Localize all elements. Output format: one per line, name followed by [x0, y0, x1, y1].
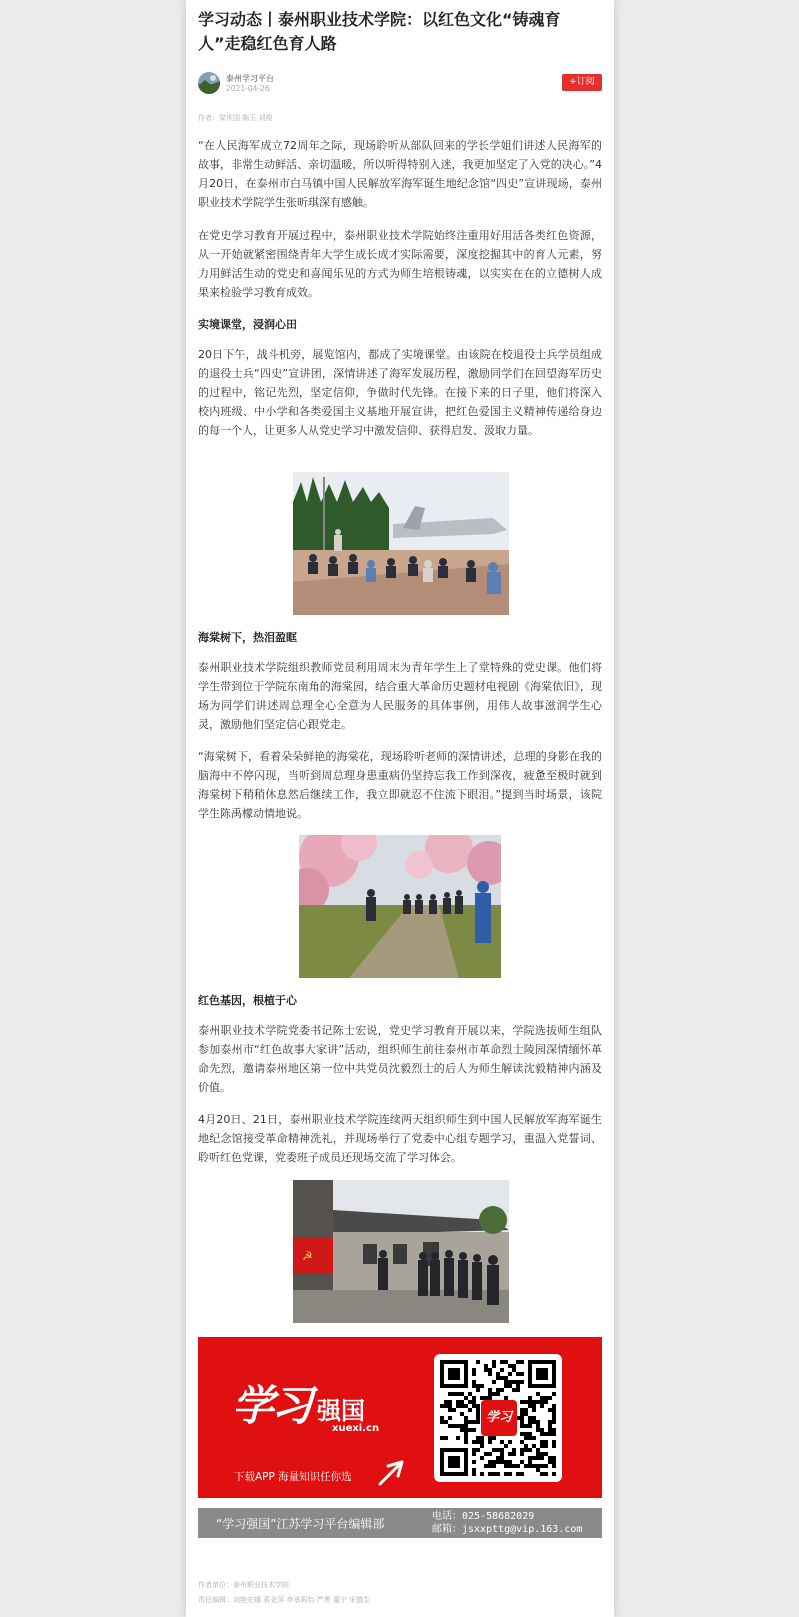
paragraph: 泰州职业技术学院组织教师党员利用周末为青年学生上了堂特殊的党史课。他们将学生带到位于学院东南角的海棠园，结合重大革命历史题材电视剧《海棠依旧》，现场为同学们讲述周总理全心全意为人民服务的具体事例，用伟人故事滋润学生心灵，激励他们坚定信心跟党走。: [198, 661, 602, 731]
arrow-cursor-icon: [376, 1458, 408, 1488]
party-flag-icon: [293, 1238, 333, 1274]
xuexi-logo-text: 强国: [317, 1397, 365, 1425]
section-heading: 红色基因，根植于心: [198, 994, 297, 1007]
author-line: 作者：梁庆国 陈玉 刘俊: [198, 114, 273, 122]
paragraph: 泰州职业技术学院党委书记陈士宏说，党史学习教育开展以来，学院选拔师生组队参加泰州市“红色故事大家讲”活动，组织师生前往泰州市革命烈士陵园深情缅怀革命先烈，邀请泰州地区第一位中共党员沈毅烈士的后人为师生解读沈毅精神内涵及价值。: [198, 1024, 602, 1094]
paragraph: “在人民海军成立72周年之际，现场聆听从部队回来的学长学姐们讲述人民海军的故事，非常生动鲜活、亲切温暖，所以听得特别入迷，我更加坚定了入党的决心。”4月20日，在泰州市白马镇中国人民解放军海军诞生地纪念馆“四史”宣讲现场，泰州职业技术学院学生张昕琪深有感触。: [198, 139, 602, 209]
avatar-icon: [198, 72, 220, 94]
section-heading: 海棠树下，热泪盈眶: [198, 631, 297, 644]
download-app-text: 下载APP 海量知识任你选: [234, 1471, 352, 1483]
article-title: 学习动态丨泰州职业技术学院：以红色文化“铸魂育人”走稳红色育人路: [198, 10, 561, 53]
xuexi-url: xuexi.cn: [332, 1423, 380, 1434]
photo-oath-ceremony: [293, 1180, 509, 1323]
article-page: [186, 0, 614, 1617]
office-name: “学习强国”江苏学习平台编辑部: [216, 1517, 385, 1531]
responsible-editors: 责任编辑：刘艳宏娜 蒋业萍 李承莉怡 严勇 董宁 宋德生: [198, 1596, 371, 1604]
xuexi-app-banner[interactable]: [198, 1337, 602, 1498]
paragraph: “海棠树下，看着朵朵鲜艳的海棠花，现场聆听老师的深情讲述，总理的身影在我的脑海中不停闪现，当听到周总理身患重病仍坚持忘我工作到深夜，疲惫至极时就到海棠树下稍稍休息然后继续工作，我立即就忍不住流下眼泪。”提到当时场景，该院学生陈禹檬动情地说。: [198, 750, 602, 820]
office-phone: 电话：025-58682029: [432, 1511, 535, 1522]
qr-center-logo: 学习: [481, 1400, 517, 1436]
source-name[interactable]: 泰州学习平台: [226, 74, 274, 83]
section-heading: 实境课堂，浸润心田: [198, 318, 297, 331]
qr-code[interactable]: [434, 1354, 562, 1482]
photo-jet-lecture: [293, 472, 509, 615]
avatar[interactable]: [198, 72, 220, 94]
paragraph: 4月20日、21日，泰州职业技术学院连续两天组织师生到中国人民解放军海军诞生地纪念馆接受革命精神洗礼，并现场举行了党委中心组专题学习，重温入党誓词、聆听红色党课，党委班子成员还现场交流了学习体会。: [198, 1113, 602, 1164]
editorial-office-bar: [198, 1508, 602, 1538]
subscribe-button[interactable]: +订阅: [562, 74, 602, 91]
office-email: 邮箱：jsxxpttg@vip.163.com: [432, 1524, 583, 1535]
photo-crabapple-garden: [299, 835, 501, 978]
xuexi-logo-script: 学习: [232, 1381, 311, 1430]
publish-date: 2021-04-26: [226, 84, 270, 93]
svg-text:☭: ☭: [302, 1249, 313, 1263]
paragraph: 20日下午，战斗机旁，展览馆内，都成了实境课堂。由该院在校退役士兵学员组成的退役士兵“四史”宣讲团，深情讲述了海军发展历程，激励同学们在回望海军历史的过程中，铭记先烈，坚定信仰，争做时代先锋。在接下来的日子里，他们将深入校内班级、中小学和各类爱国主义基地开展宣讲，把红色爱国主义精神传递给身边的每一个人，让更多人从党史学习中激发信仰、获得启发、汲取力量。: [198, 348, 602, 437]
author-unit: 作者单位：泰州职业技术学院: [198, 1581, 289, 1589]
paragraph: 在党史学习教育开展过程中，泰州职业技术学院始终注重用好用活各类红色资源，从一开始就紧密围绕青年大学生成长成才实际需要，深度挖掘其中的育人元素，努力用鲜活生动的党史和喜闻乐见的方式为师生培根铸魂，以实实在在的立德树人成果来检验学习教育成效。: [198, 229, 602, 299]
